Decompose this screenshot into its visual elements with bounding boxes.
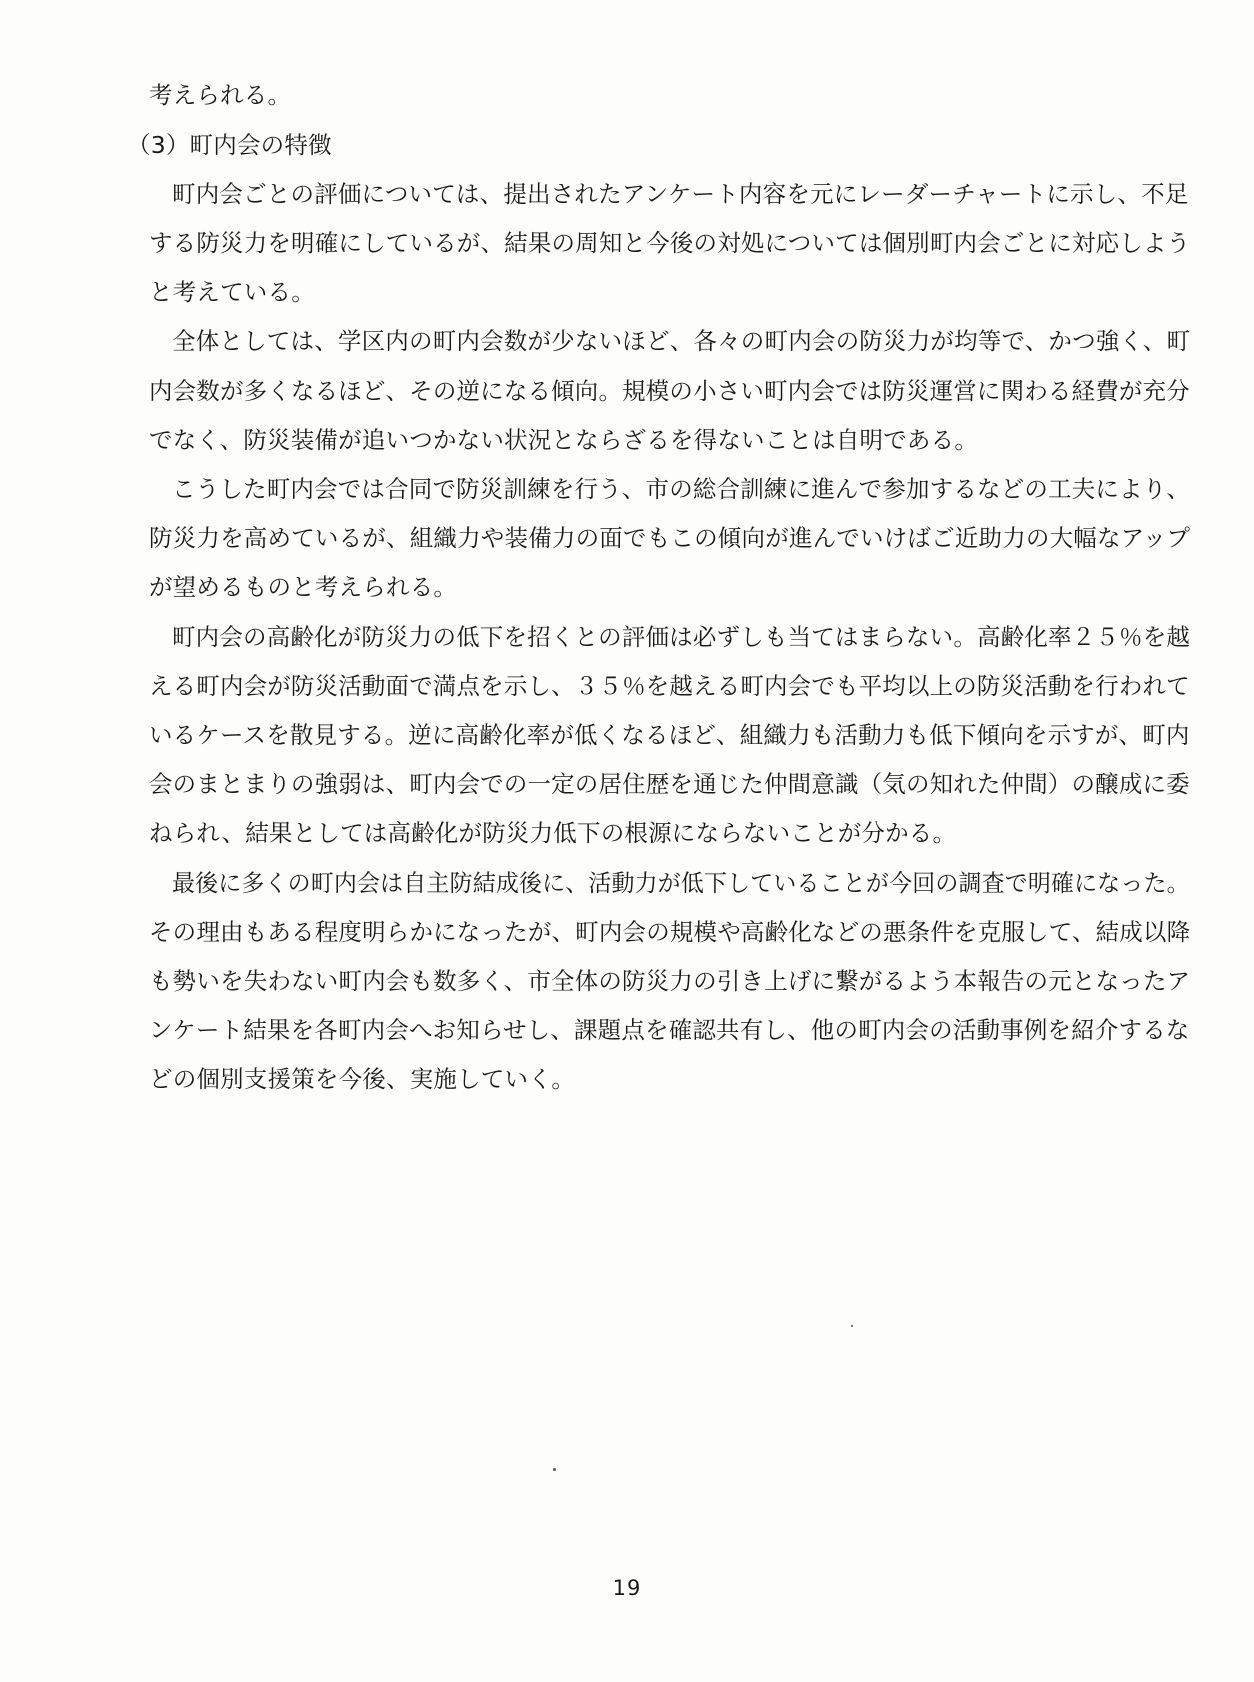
text-line: 防災力を高めているが、組織力や装備力の面でもこの傾向が進んでいけばご近助力の大幅なアップ	[149, 524, 1191, 552]
text-line: する防災力を明確にしているが、結果の周知と今後の対処については個別町内会ごとに対応しよう	[149, 229, 1191, 257]
text-line: も勢いを失わない町内会も数多く、市全体の防災力の引き上げに繋がるよう本報告の元となったア	[149, 967, 1191, 995]
page-number: 19	[612, 1576, 642, 1600]
text-line: える町内会が防災活動面で満点を示し、３５％を越える町内会でも平均以上の防災活動を行われて	[149, 672, 1190, 700]
section-heading: （3）町内会の特徴	[127, 131, 332, 159]
text-line: 最後に多くの町内会は自主防結成後に、活動力が低下していることが今回の調査で明確になった。	[172, 869, 1190, 897]
text-line: その理由もある程度明らかになったが、町内会の規模や高齢化などの悪条件を克服して、結成以降	[149, 918, 1191, 946]
text-line: でなく、防災装備が追いつかない状況とならざるを得ないことは自明である。	[149, 426, 979, 454]
text-line: 考えられる。	[149, 81, 292, 109]
scan-speck	[851, 1325, 853, 1327]
text-line: 会のまとまりの強弱は、町内会での一定の居住歴を通じた仲間意識（気の知れた仲間）の醸成に委	[149, 770, 1190, 798]
text-line: と考えている。	[149, 278, 315, 306]
scan-speck	[553, 1468, 556, 1471]
text-line: どの個別支援策を今後、実施していく。	[149, 1065, 576, 1093]
text-line: こうした町内会では合同で防災訓練を行う、市の総合訓練に進んで参加するなどの工夫により、	[172, 475, 1191, 503]
text-line: 町内会ごとの評価については、提出されたアンケート内容を元にレーダーチャートに示し、不足	[172, 180, 1189, 208]
text-line: いるケースを散見する。逆に高齢化率が低くなるほど、組織力も活動力も低下傾向を示すが、町内	[149, 721, 1190, 749]
text-line: ねられ、結果としては高齢化が防災力低下の根源にならないことが分かる。	[149, 819, 957, 847]
text-line: 全体としては、学区内の町内会数が少ないほど、各々の町内会の防災力が均等で、かつ強く、町	[172, 327, 1191, 355]
text-line: 内会数が多くなるほど、その逆になる傾向。規模の小さい町内会では防災運営に関わる経費が充分	[149, 377, 1190, 405]
text-line: が望めるものと考えられる。	[149, 573, 458, 601]
text-line: 町内会の高齢化が防災力の低下を招くとの評価は必ずしも当てはまらない。高齢化率２５％を越	[172, 623, 1191, 651]
text-line: ンケート結果を各町内会へお知らせし、課題点を確認共有し、他の町内会の活動事例を紹介するな	[149, 1016, 1190, 1044]
